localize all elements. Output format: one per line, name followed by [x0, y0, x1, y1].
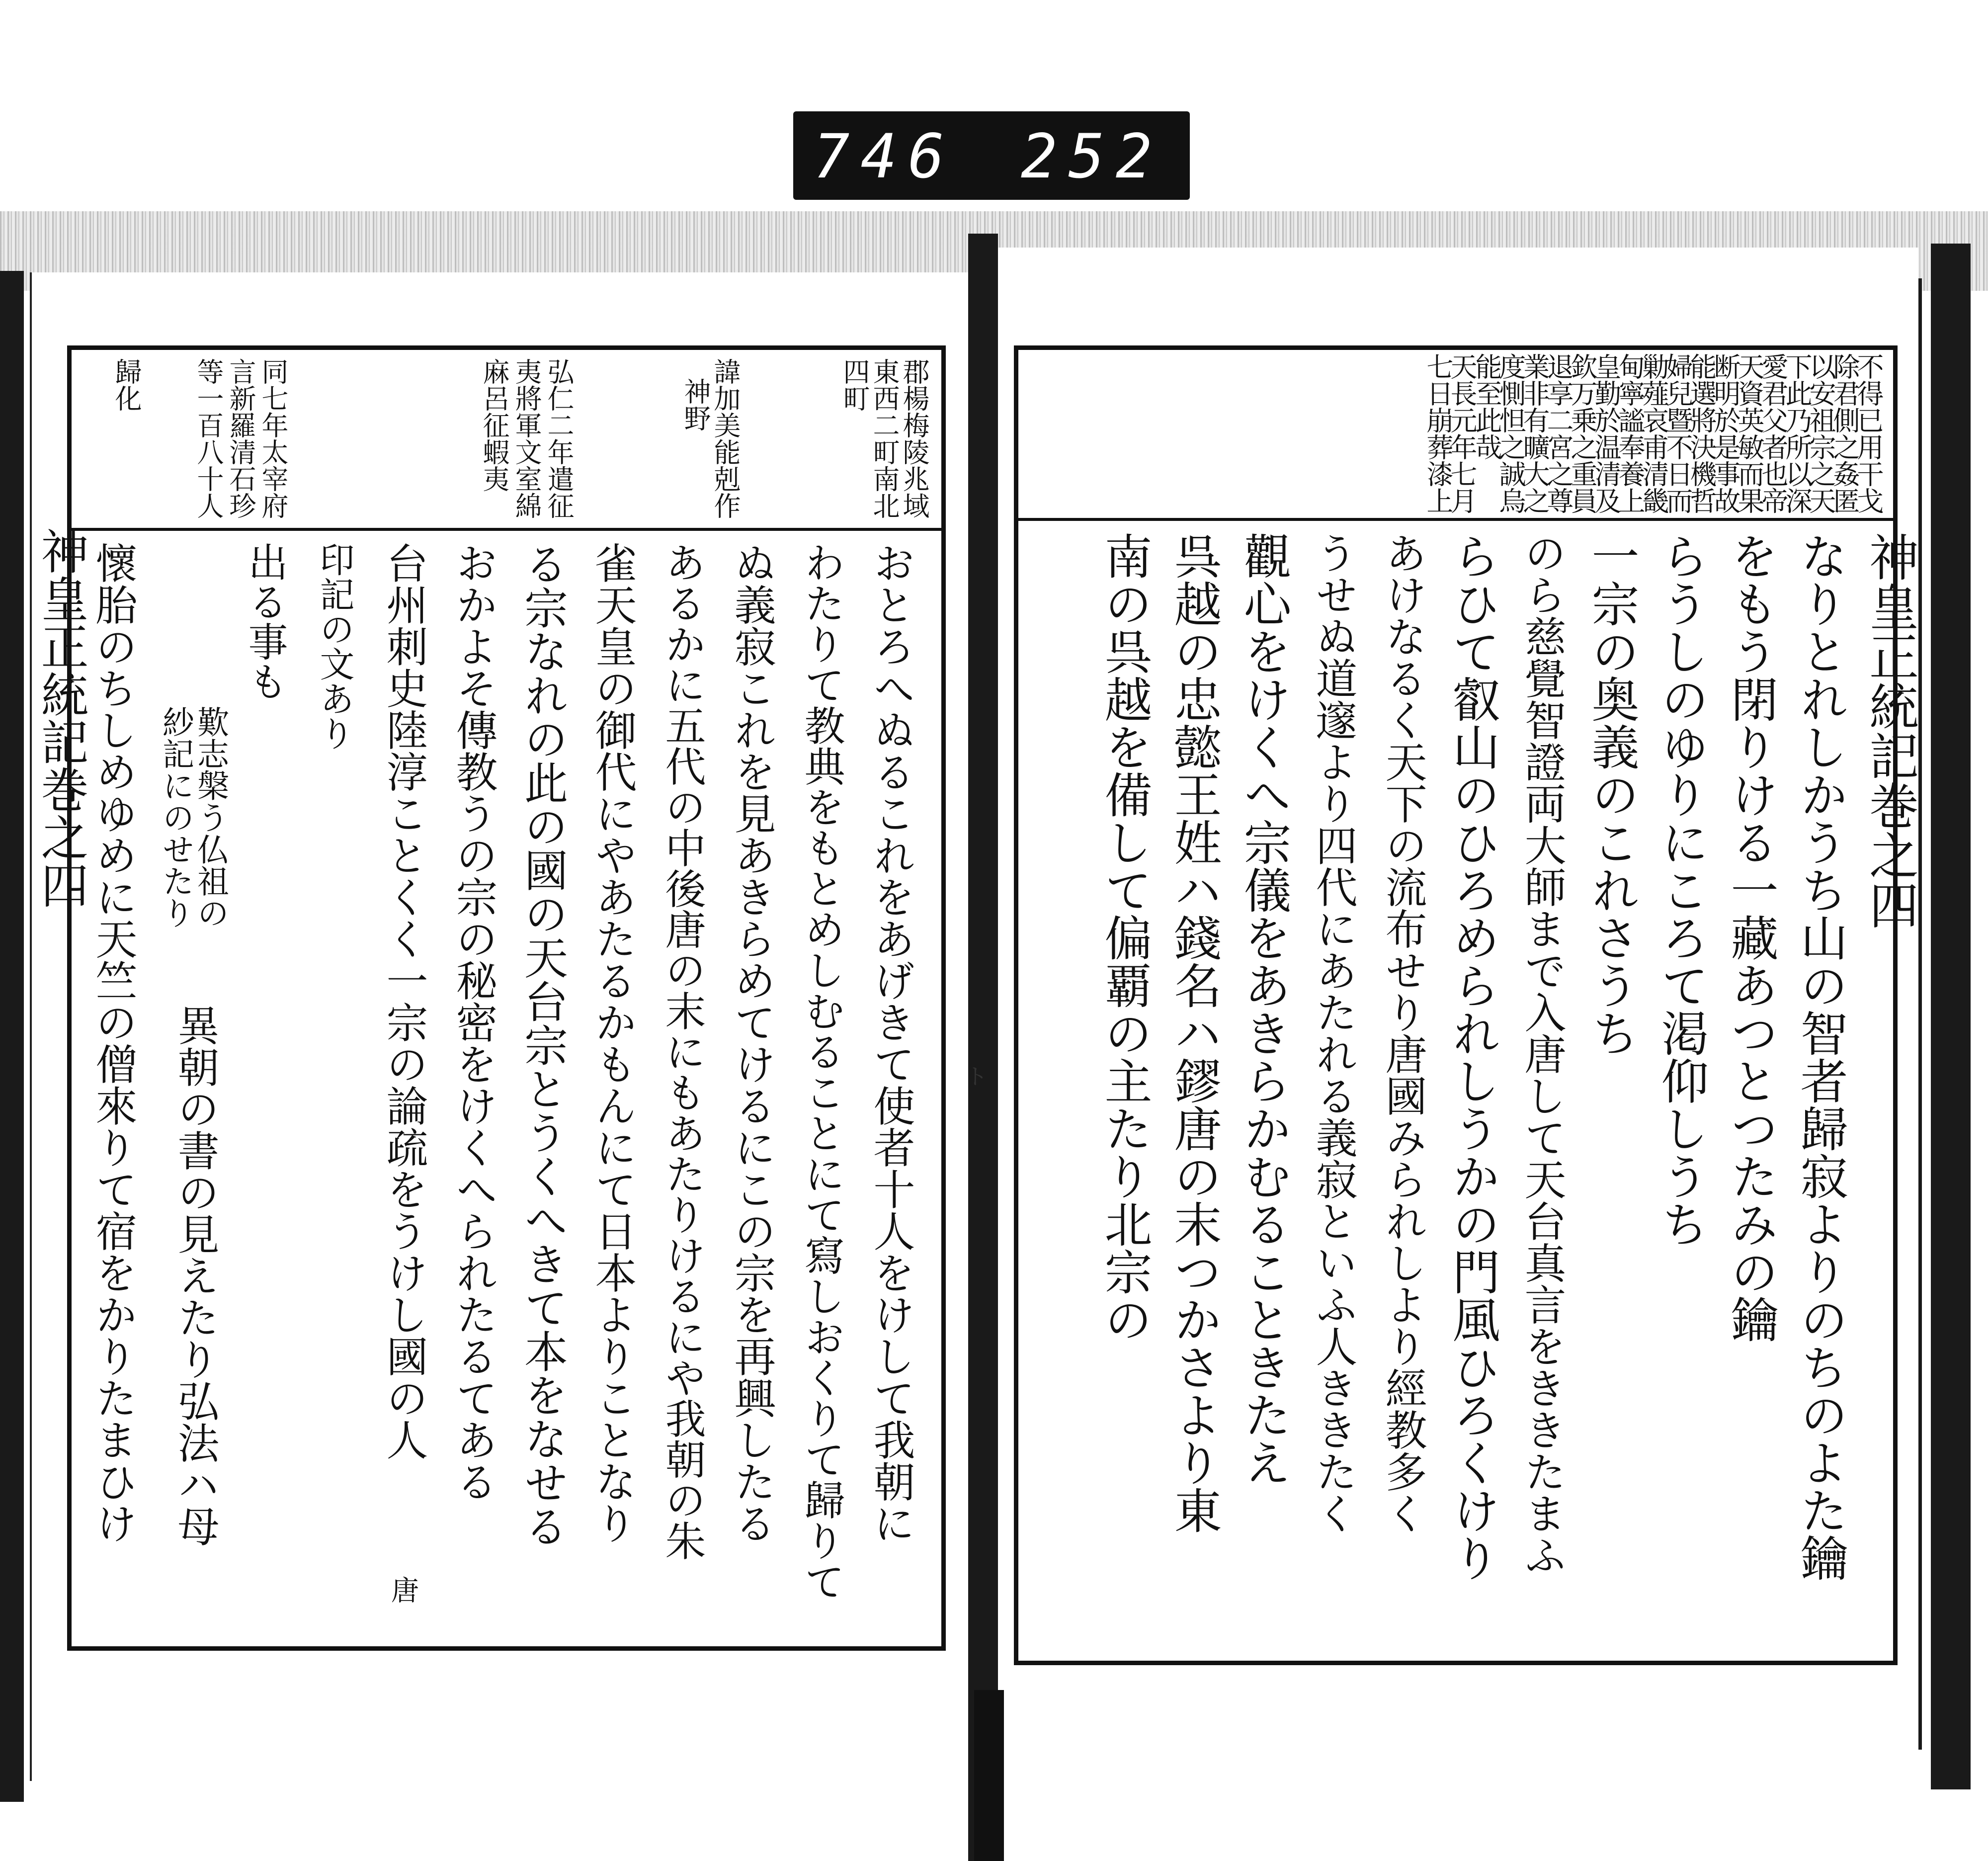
left-book-edge [0, 271, 24, 1802]
main-text-line: おとろへぬるこれをあげきて使者十人をけして我朝に [867, 542, 915, 1544]
main-text-line: 觀心をけくへ宗儀をあきらかむることきたえ [1236, 532, 1292, 1486]
catalog-number-left: 746 [813, 121, 956, 192]
right-note-line: 天資英敏而果 [1734, 353, 1765, 514]
main-text-line: あけなるく天下の流布せり唐國みられしより經教多く [1379, 532, 1427, 1534]
main-text-line: らひて叡山のひろめられしうかの門風ひろくけり [1445, 532, 1500, 1582]
main-text-line: おかよそ傳教うの宗の秘密をけくへられたるてある [449, 542, 498, 1502]
main-text-line: 呉越の忠懿王姓ハ錢名ハ鏐唐の末つかさより東 [1166, 532, 1222, 1534]
left-note-line: 同七年太宰府 [257, 358, 289, 519]
right-note-line: 婦兒暨不日而 [1662, 353, 1693, 514]
left-note-line: 神野 [680, 378, 711, 431]
right-note-line: 度惻怛之誠烏 [1495, 353, 1526, 514]
margin-mark: 唐 [387, 1576, 419, 1604]
left-note-line: 言新羅清石珍 [225, 358, 256, 519]
main-text-line: あるかに五代の中後唐の末にもあたりけるにや我朝の朱 [659, 542, 706, 1561]
right-note-line: 下此乃所以深 [1781, 353, 1813, 514]
main-text-line: のら慈覺智證両大師まで入唐して天台真言をききたまふ [1518, 532, 1567, 1576]
right-note-line: 不得已用干戈 [1853, 353, 1884, 514]
catalog-number-right: 252 [1021, 121, 1163, 192]
left-note-line: 四町 [839, 358, 870, 412]
right-note-line: 能選將決機哲 [1686, 353, 1717, 514]
book-gutter [968, 234, 998, 1861]
main-text-line: わたりて教典をもとめしむることにて寫しおくりて歸りて [798, 542, 845, 1602]
main-text-line: 南の呉越を備して偏覇の主たり北宗の [1097, 532, 1153, 1343]
main-text-line: らうしのゆりにころて渇仰しうち [1654, 532, 1709, 1248]
right-note-line: 甸寧謐奉養上 [1614, 353, 1646, 514]
right-note-line: 以安祖宗之天 [1805, 353, 1836, 514]
right-note-line: 欽万乗之重員 [1567, 353, 1598, 514]
main-text-line: る宗なれの此の國の天台宗とうくへきて本をなせる [517, 542, 569, 1548]
running-title-left: 神皇正統記巻之四 [33, 527, 89, 909]
right-note-line: 除君側之姦匿 [1829, 353, 1860, 514]
main-text-line: 出る事も [242, 542, 288, 701]
right-note-line: 皇勤於温清及 [1590, 353, 1622, 514]
main-text-line: うせぬ道邃より四代にあたれる義寂といふ人ききたく [1309, 532, 1358, 1534]
right-note-line: 退享二宮之尊 [1543, 353, 1574, 514]
right-book-edge [1931, 244, 1971, 1789]
left-note-line: 歸化 [111, 358, 142, 412]
main-text-line: 懷胎のちしめゆめに天竺の僧來りて宿をかりたまひけ [89, 542, 138, 1544]
right-note-line: 業非有曠大之 [1519, 353, 1550, 514]
right-note-line: 天長元年七月 [1446, 353, 1478, 514]
left-note-line: 夷將軍文室綿 [511, 358, 542, 519]
book-gutter-bottom [974, 1690, 1004, 1861]
main-text-line: をもう閉りける一藏あつとつたみの鑰 [1723, 532, 1779, 1343]
left-note-line: 諱加美能剋作 [710, 358, 741, 519]
main-text-line: なりとれしかうち山の智者歸寂よりのちのよた鑰 [1793, 532, 1848, 1582]
main-text-line: ぬ義寂これを見あきらめてけるにこの宗を再興したる [728, 542, 776, 1544]
left-note-line: 郡楊梅陵兆域 [899, 358, 930, 519]
left-note-line: 東西二町南北 [869, 358, 900, 519]
main-text-line: 雀天皇の御代にやあたるかもんにて日本よりことなり [588, 542, 637, 1544]
right-note-line: 能至此哉 [1471, 353, 1502, 460]
right-note-line: 愛君父者也帝 [1757, 353, 1789, 514]
right-page-note-divider [1016, 518, 1895, 521]
left-note-line: 弘仁二年遣征 [543, 358, 575, 519]
main-text-line: 一宗の奥義のこれさうち [1584, 532, 1640, 1057]
main-text-line: 台州刺史陸淳ことくく一宗の論疏をうけし國の人 [380, 542, 428, 1460]
running-title-right: 神皇正統記巻之四 [1861, 532, 1919, 930]
main-text-line: 異朝の書の見えたり弘法ハ母 [171, 1004, 220, 1547]
right-note-line: 断明於是事故 [1710, 353, 1741, 514]
main-text-line: 紗記にのせたり [157, 706, 194, 929]
left-note-line: 麻呂征蝦夷 [479, 358, 510, 492]
main-text-line: 歎志槃う仏祖の [192, 706, 229, 929]
left-page-note-divider [70, 528, 943, 531]
fold-mark: ト [966, 1064, 988, 1090]
catalog-number-label [793, 111, 1190, 200]
right-note-line: 勦薤哀甫清畿 [1638, 353, 1669, 514]
main-text-line: 印記の文あり [314, 542, 355, 751]
right-note-line: 七日崩葬漆上 [1422, 353, 1454, 514]
left-note-line: 等一百八十人 [193, 358, 224, 519]
